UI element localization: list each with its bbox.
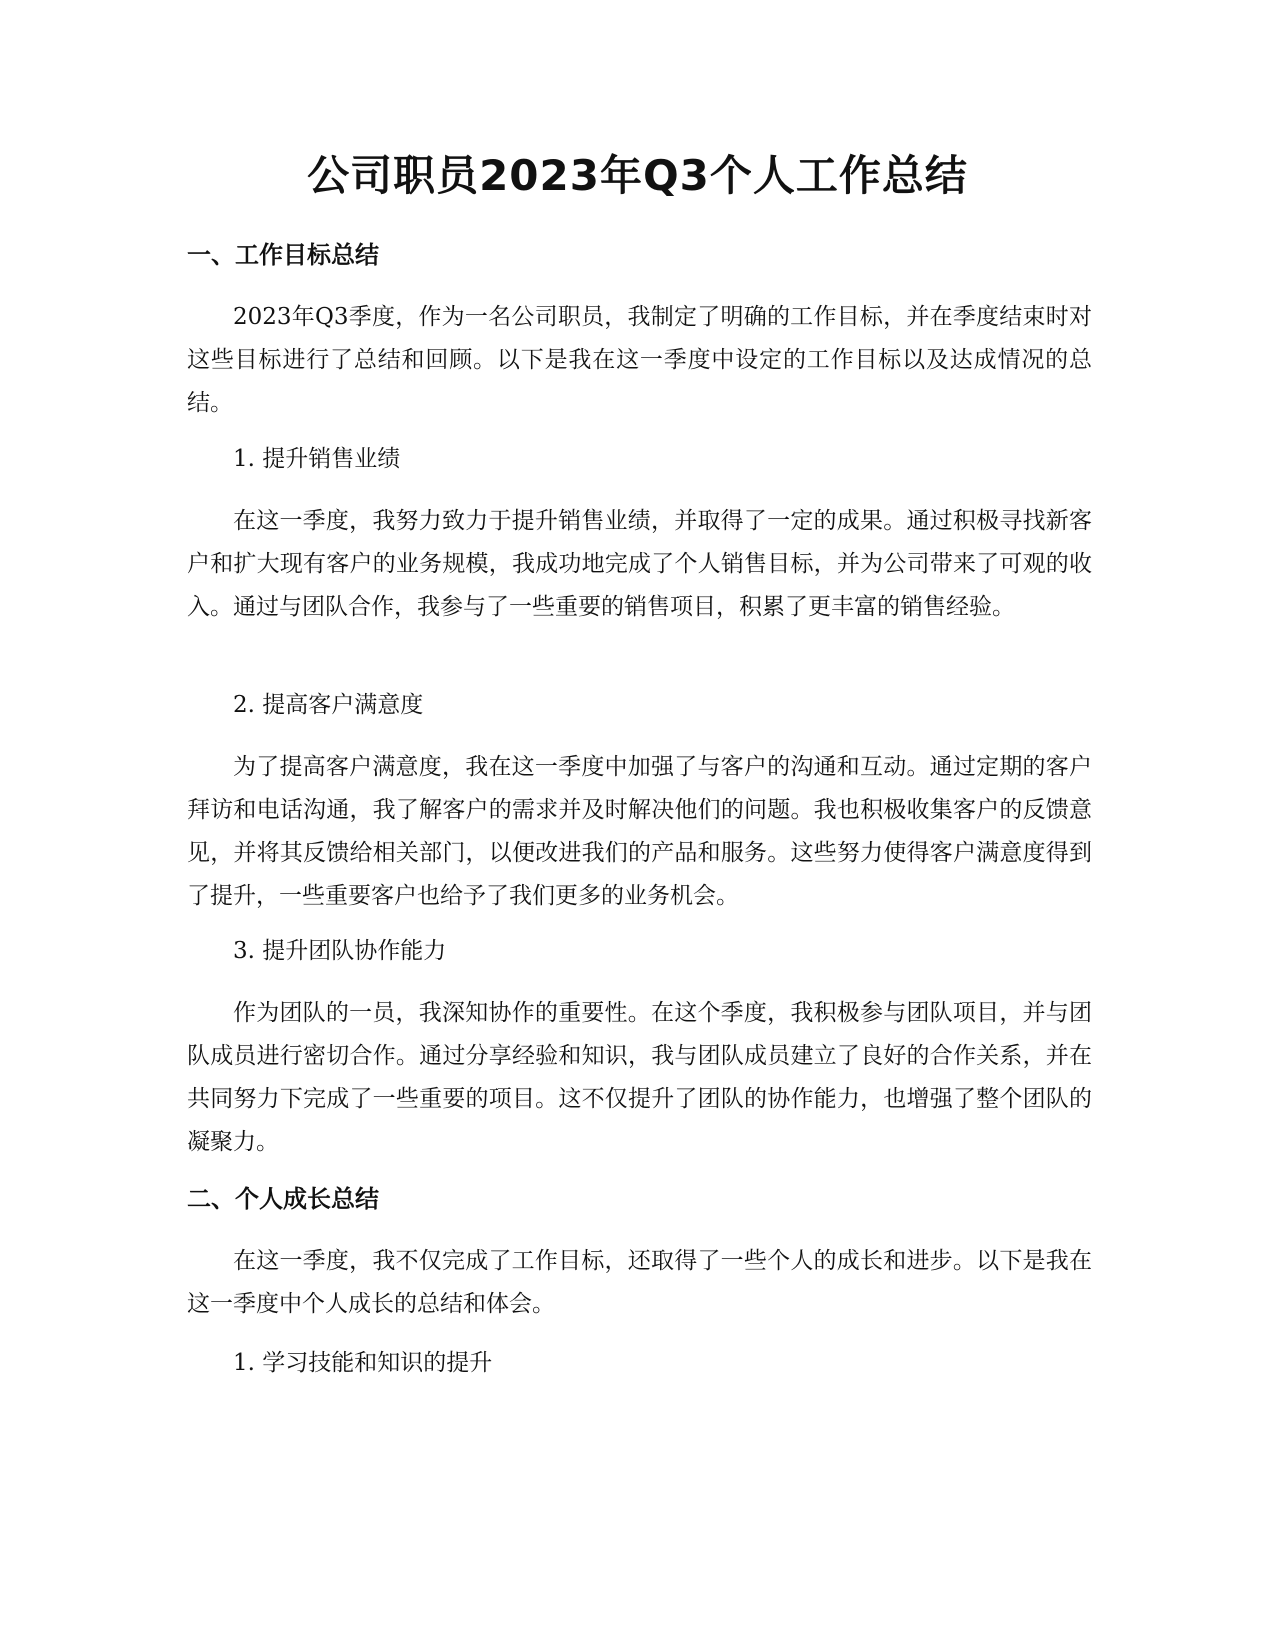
document-title: 公司职员2023年Q3个人工作总结 [307, 151, 968, 200]
goal-item-body-sales: 在这一季度，我努力致力于提升销售业绩，并取得了一定的成果。通过积极寻找新客户和扩大现有客户的业务规模，我成功地完成了个人销售目标，并为公司带来了可观的收入。通过与团队合作，我参与了一些重要的销售项目，积累了更丰富的销售经验。 [187, 508, 1092, 620]
goal-item-label-sales: 1. 提升销售业绩 [233, 446, 401, 472]
section-intro-work-goals: 2023年Q3季度，作为一名公司职员，我制定了明确的工作目标，并在季度结束时对这些目标进行了总结和回顾。以下是我在这一季度中设定的工作目标以及达成情况的总结。 [187, 304, 1092, 416]
goal-item-body-teamwork: 作为团队的一员，我深知协作的重要性。在这个季度，我积极参与团队项目，并与团队成员进行密切合作。通过分享经验和知识，我与团队成员建立了良好的合作关系，并在共同努力下完成了一些重要的项目。这不仅提升了团队的协作能力，也增强了整个团队的凝聚力。 [187, 1000, 1092, 1155]
section-heading-work-goals: 一、工作目标总结 [187, 241, 379, 269]
goal-item-label-teamwork: 3. 提升团队协作能力 [233, 938, 447, 964]
section-heading-personal-growth: 二、个人成长总结 [187, 1185, 379, 1213]
goal-item-label-customer-satisfaction: 2. 提高客户满意度 [233, 692, 424, 718]
growth-item-label-skills: 1. 学习技能和知识的提升 [233, 1350, 493, 1376]
section-intro-personal-growth: 在这一季度，我不仅完成了工作目标，还取得了一些个人的成长和进步。以下是我在这一季度中个人成长的总结和体会。 [187, 1248, 1092, 1317]
goal-item-body-customer-satisfaction: 为了提高客户满意度，我在这一季度中加强了与客户的沟通和互动。通过定期的客户拜访和电话沟通，我了解客户的需求并及时解决他们的问题。我也积极收集客户的反馈意见，并将其反馈给相关部门，以便改进我们的产品和服务。这些努力使得客户满意度得到了提升，一些重要客户也给予了我们更多的业务机会。 [187, 754, 1092, 909]
